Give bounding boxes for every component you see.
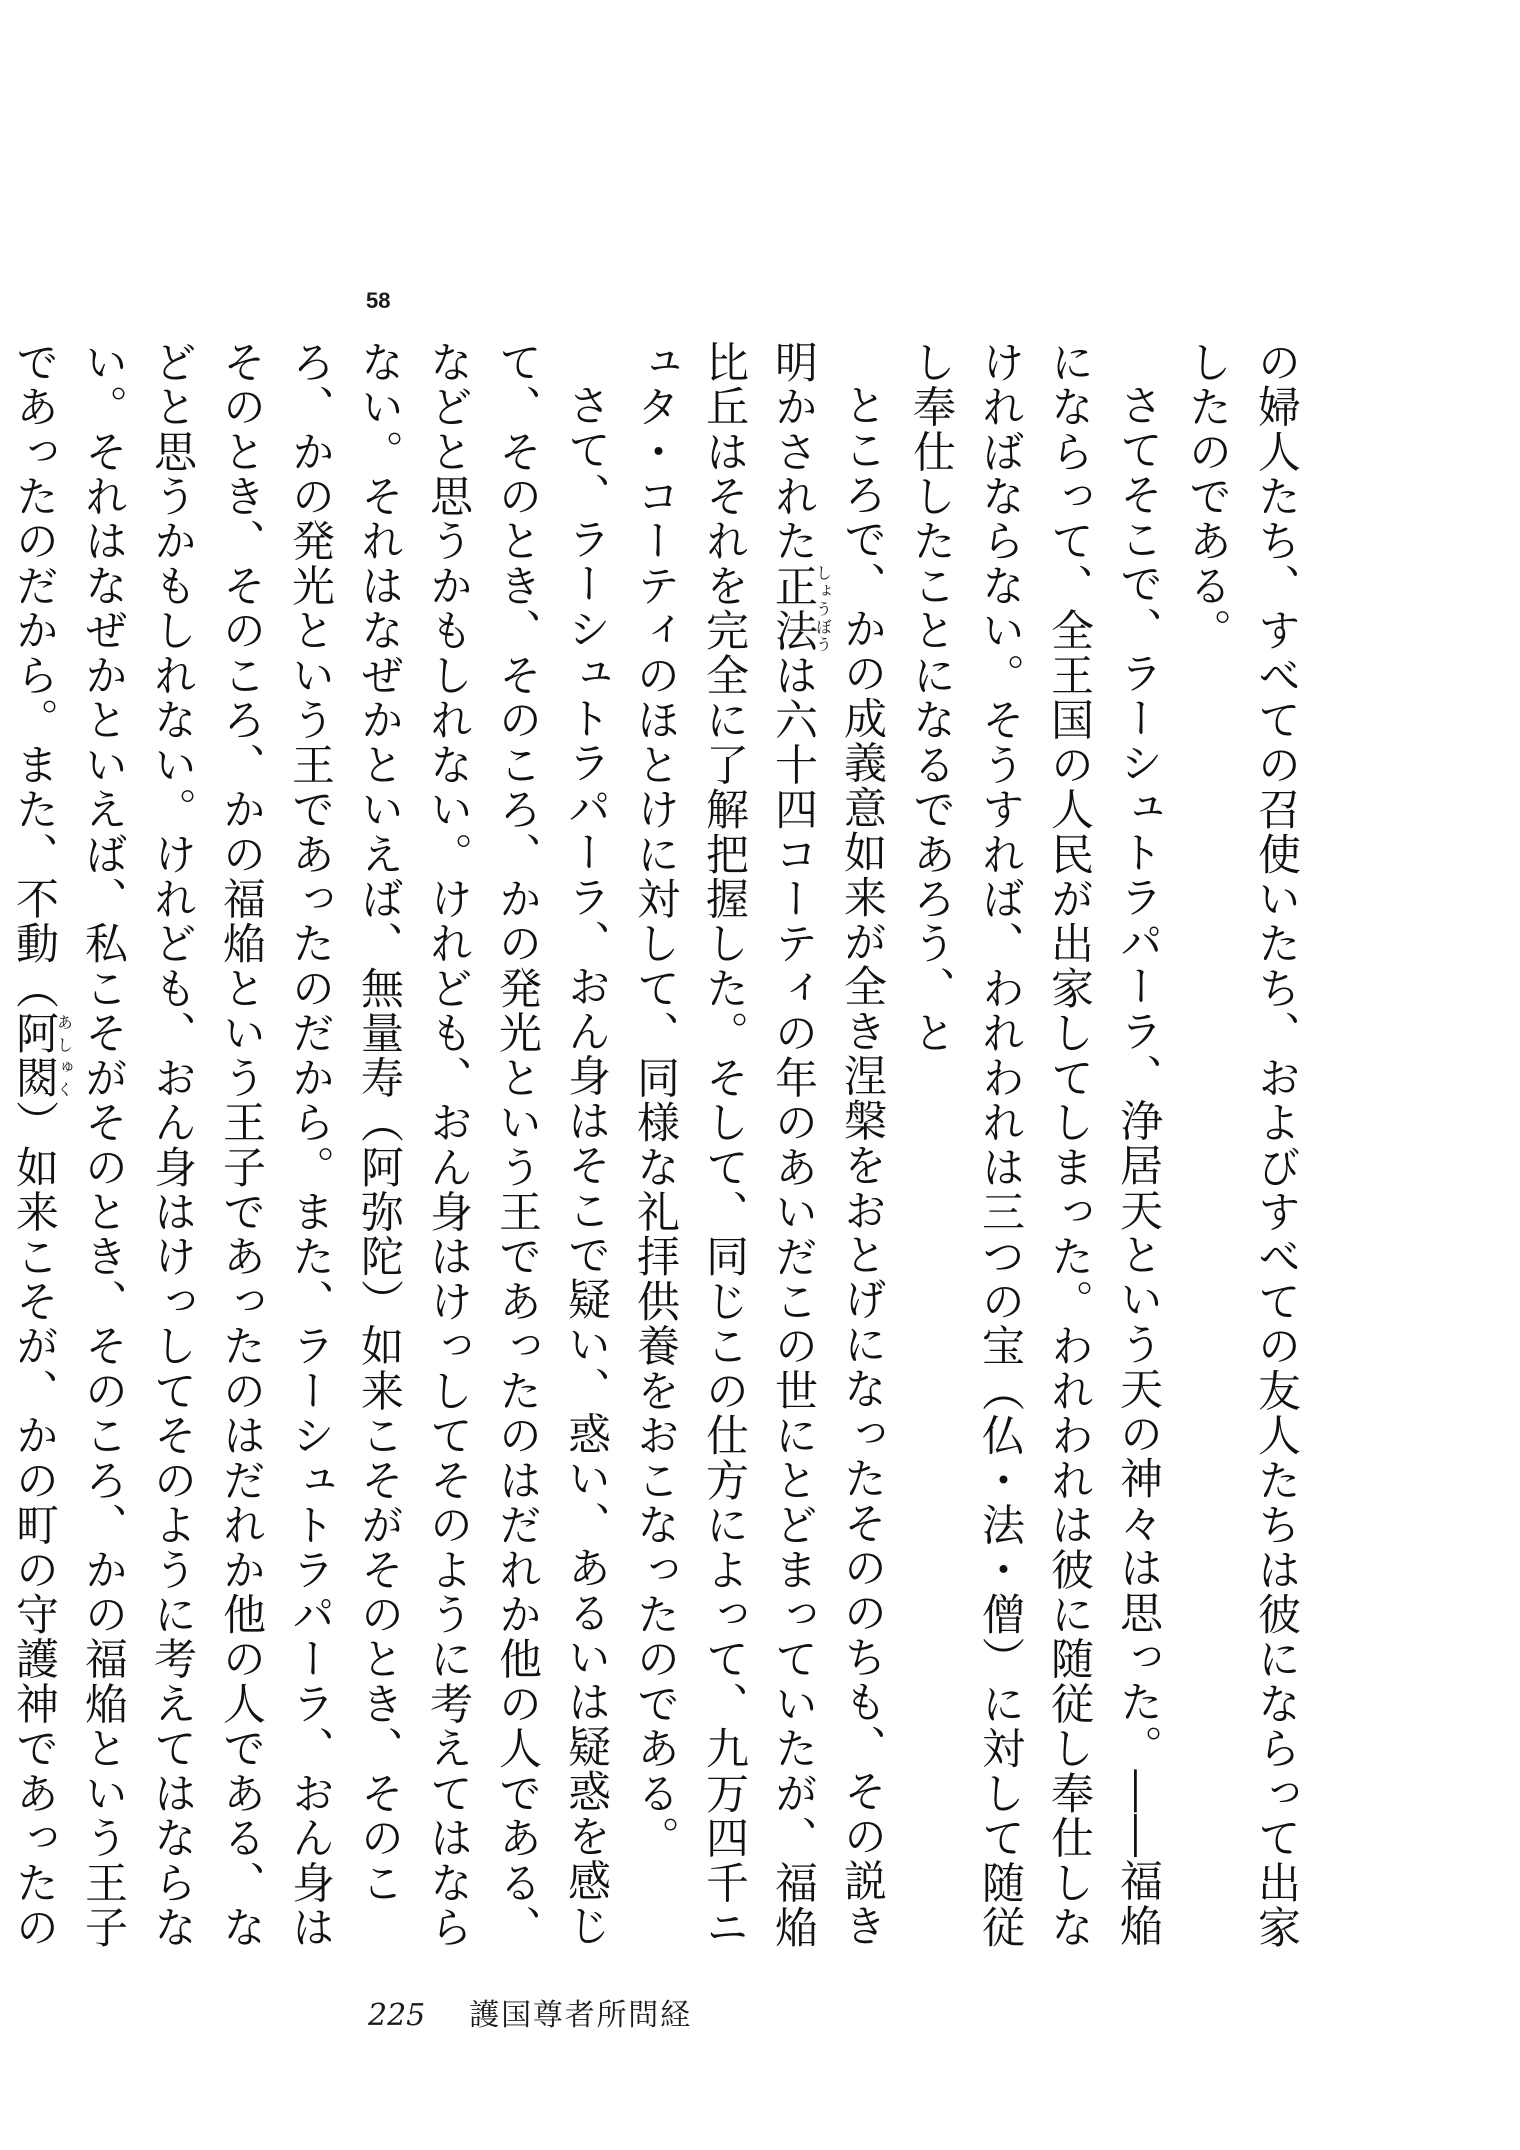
ruby-ashuku-base: 阿閦	[9, 1010, 59, 1101]
paragraph-3-text-after: は六十四コーティの年のあいだこの世にとどまっていたが、福焔比丘はそれを完全に了解把握した。そして、同じこの仕方によって、九万四千ニュタ・コーティのほとけに対して、同様な礼拝供養をおこなったのである。	[630, 340, 818, 1950]
paragraph-2-text: さてそこで、ラーシュトラパーラ、浄居天という天の神々は思った。――福焔にならって、全王国の人民が出家してしまった。われわれは彼に随従し奉仕しなければならない。そうすれば、われわれは三つの宝（仏・法・僧）に対して随従し奉仕したことになるであろう、と	[906, 340, 1163, 1950]
paragraph-4-text-after: ）如来こそが、かの町の守護神であったの	[9, 1100, 59, 1950]
ruby-shoubou-base: 正法	[768, 563, 818, 654]
paragraph-4-text-before: さて、ラーシュトラパーラ、おん身はそこで疑い、惑い、あるいは疑惑を感じて、そのとき、そのころ、かの発光という王であったのはだれか他の人である、などと思うかもしれない。けれども、おん身はけっしてそのように考えてはならない。それはなぜかといえば、無量寿（阿弥陀）如来こそがそのとき、そのころ、かの発光という王であったのだから。また、ラーシュトラパーラ、おん身はそのとき、そのころ、かの福焔という王子であったのはだれか他の人である、などと思うかもしれない。けれども、おん身はけっしてそのように考えてはならない。それはなぜかといえば、私こそがそのとき、そのころ、かの福焔という王子であったのだから。また、不動（	[9, 340, 611, 1950]
ruby-ashuku	[9, 1010, 74, 1101]
ruby-shoubou	[768, 563, 833, 654]
running-title: 護国尊者所問経	[469, 1998, 692, 2033]
paragraph-3-text-before: ところで、かの成義意如来が全き涅槃をおとげになったそののちも、その説き明かされた	[768, 340, 887, 1949]
page-number: 225	[368, 1998, 426, 2033]
ruby-ashuku-reading: あしゅく	[54, 1010, 74, 1101]
paragraph-1-text: の婦人たち、すべての召使いたち、およびすべての友人たちは彼にならって出家したのである。	[1182, 340, 1301, 1950]
scan-page-code: 58	[366, 288, 391, 313]
paragraph-1	[1172, 340, 1310, 1970]
vertical-body-text	[9, 340, 1310, 1970]
paragraph-2	[896, 340, 1172, 1970]
paragraph-4	[0, 340, 620, 1970]
paragraph-3	[620, 340, 896, 1970]
ruby-shoubou-reading: しょうぼう	[813, 563, 833, 654]
page-footer	[368, 1990, 692, 2034]
